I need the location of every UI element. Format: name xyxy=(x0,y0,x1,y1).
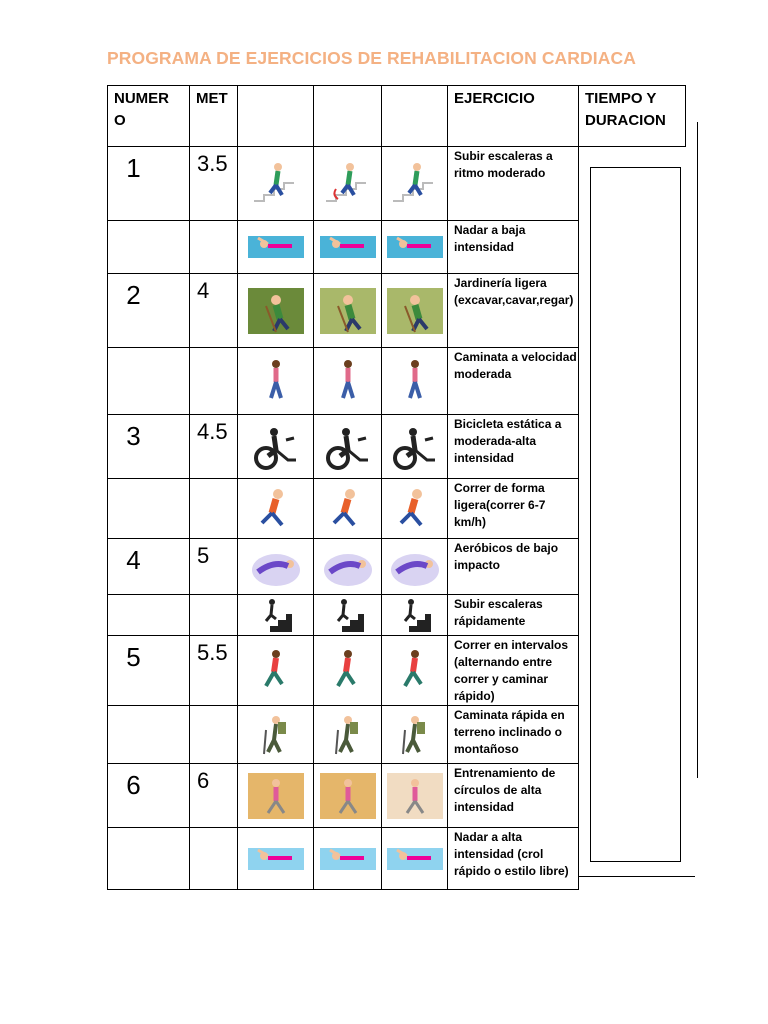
running-icon xyxy=(318,646,378,696)
stairs-fast-icon xyxy=(246,590,306,640)
exercise-image-cell xyxy=(314,415,382,479)
exercise-description: Bicicleta estática a moderada-alta intensidad xyxy=(448,415,579,479)
stairs-climbing-icon xyxy=(318,159,378,209)
met-value xyxy=(190,479,238,539)
exercise-image-cell xyxy=(382,595,448,636)
header-ejercicio: EJERCICIO xyxy=(448,86,579,147)
exercise-description: Subir escaleras rápidamente xyxy=(448,595,579,636)
numero-cell xyxy=(108,539,190,595)
gardening-icon xyxy=(318,286,378,336)
exercise-image-cell xyxy=(314,348,382,415)
header-image-1 xyxy=(238,86,314,147)
met-value xyxy=(190,348,238,415)
exercise-description: Aeróbicos de bajo impacto xyxy=(448,539,579,595)
jogging-icon xyxy=(318,484,378,534)
header-image-3 xyxy=(382,86,448,147)
exercise-description: Entrenamiento de círculos de alta intensidad xyxy=(448,764,579,828)
header-row xyxy=(108,86,686,147)
walking-icon xyxy=(246,356,306,406)
exercise-image-cell xyxy=(238,147,314,221)
time-duration-box xyxy=(590,167,681,862)
header-tiempo: TIEMPO Y DURACION xyxy=(579,86,686,147)
met-value xyxy=(190,706,238,764)
met-value xyxy=(190,828,238,890)
exercise-image-cell xyxy=(314,479,382,539)
numero-cell xyxy=(108,636,190,706)
exercise-image-cell xyxy=(382,221,448,274)
exercise-image-cell xyxy=(238,539,314,595)
header-numero: NUMER O xyxy=(108,86,190,147)
numero-cell xyxy=(108,348,190,415)
exercise-description: Jardinería ligera (excavar,cavar,regar) xyxy=(448,274,579,348)
met-value: 6 xyxy=(190,764,238,828)
exercise-image-cell xyxy=(382,706,448,764)
jogging-icon xyxy=(246,484,306,534)
fast-swimming-icon xyxy=(246,834,306,884)
exercise-image-cell xyxy=(314,274,382,348)
header-met: MET xyxy=(190,86,238,147)
swimming-icon xyxy=(385,222,445,272)
exercise-description: Caminata a velocidad moderada xyxy=(448,348,579,415)
exercise-image-cell xyxy=(314,539,382,595)
hiking-icon xyxy=(246,710,306,760)
numero-value: 4 xyxy=(126,545,141,575)
exercise-image-cell xyxy=(238,706,314,764)
exercise-image-cell xyxy=(238,221,314,274)
exercise-description: Subir escaleras a ritmo moderado xyxy=(448,147,579,221)
fast-swimming-icon xyxy=(385,834,445,884)
numero-value: 5 xyxy=(126,642,141,672)
exercise-image-cell xyxy=(314,636,382,706)
numero-cell xyxy=(108,274,190,348)
exercise-image-cell xyxy=(382,147,448,221)
exercise-image-cell xyxy=(382,539,448,595)
hiking-icon xyxy=(385,710,445,760)
exercise-image-cell xyxy=(238,415,314,479)
circuit-training-icon xyxy=(246,771,306,821)
fast-swimming-icon xyxy=(318,834,378,884)
stationary-bike-icon xyxy=(385,422,445,472)
exercise-image-cell xyxy=(382,479,448,539)
margin-vertical-line xyxy=(697,122,698,778)
exercise-description: Nadar a alta intensidad (crol rápido o estilo libre) xyxy=(448,828,579,890)
exercise-image-cell xyxy=(238,274,314,348)
aerobics-icon xyxy=(385,542,445,592)
exercise-image-cell xyxy=(238,348,314,415)
gardening-icon xyxy=(385,286,445,336)
hiking-icon xyxy=(318,710,378,760)
numero-cell xyxy=(108,595,190,636)
met-value: 5 xyxy=(190,539,238,595)
exercise-description: Caminata rápida en terreno inclinado o montañoso xyxy=(448,706,579,764)
stairs-fast-icon xyxy=(385,590,445,640)
numero-cell xyxy=(108,221,190,274)
time-column-bottom-line xyxy=(578,146,686,147)
stationary-bike-icon xyxy=(318,422,378,472)
stairs-climbing-icon xyxy=(385,159,445,209)
exercise-description: Correr en intervalos (alternando entre correr y caminar rápido) xyxy=(448,636,579,706)
circuit-training-icon xyxy=(318,771,378,821)
exercise-description: Correr de forma ligera(correr 6-7 km/h) xyxy=(448,479,579,539)
stationary-bike-icon xyxy=(246,422,306,472)
met-value: 4.5 xyxy=(190,415,238,479)
exercise-image-cell xyxy=(382,415,448,479)
numero-cell xyxy=(108,706,190,764)
exercise-image-cell xyxy=(382,764,448,828)
exercise-image-cell xyxy=(238,595,314,636)
numero-cell xyxy=(108,479,190,539)
exercise-image-cell xyxy=(382,828,448,890)
exercise-image-cell xyxy=(314,221,382,274)
swimming-icon xyxy=(246,222,306,272)
circuit-training-icon xyxy=(385,771,445,821)
met-value xyxy=(190,595,238,636)
numero-value: 1 xyxy=(126,153,141,183)
exercise-description: Nadar a baja intensidad xyxy=(448,221,579,274)
met-value: 3.5 xyxy=(190,147,238,221)
numero-cell xyxy=(108,147,190,221)
walking-icon xyxy=(385,356,445,406)
numero-cell xyxy=(108,828,190,890)
table-end-line xyxy=(578,876,695,877)
exercise-image-cell xyxy=(314,706,382,764)
met-value: 5.5 xyxy=(190,636,238,706)
stairs-climbing-icon xyxy=(246,159,306,209)
met-value: 4 xyxy=(190,274,238,348)
running-icon xyxy=(385,646,445,696)
walking-icon xyxy=(318,356,378,406)
met-value xyxy=(190,221,238,274)
exercise-image-cell xyxy=(238,479,314,539)
jogging-icon xyxy=(385,484,445,534)
exercise-image-cell xyxy=(382,274,448,348)
exercise-image-cell xyxy=(382,348,448,415)
exercise-image-cell xyxy=(314,595,382,636)
aerobics-icon xyxy=(318,542,378,592)
exercise-image-cell xyxy=(238,828,314,890)
stairs-fast-icon xyxy=(318,590,378,640)
numero-value: 2 xyxy=(126,280,141,310)
numero-cell xyxy=(108,415,190,479)
page-title: PROGRAMA DE EJERCICIOS DE REHABILITACION CARDIACA xyxy=(107,48,636,68)
exercise-image-cell xyxy=(382,636,448,706)
swimming-icon xyxy=(318,222,378,272)
gardening-icon xyxy=(246,286,306,336)
numero-cell xyxy=(108,764,190,828)
aerobics-icon xyxy=(246,542,306,592)
exercise-image-cell xyxy=(314,147,382,221)
running-icon xyxy=(246,646,306,696)
exercise-image-cell xyxy=(238,636,314,706)
exercise-image-cell xyxy=(314,828,382,890)
exercise-image-cell xyxy=(238,764,314,828)
numero-value: 3 xyxy=(126,421,141,451)
header-image-2 xyxy=(314,86,382,147)
numero-value: 6 xyxy=(126,770,141,800)
exercise-image-cell xyxy=(314,764,382,828)
